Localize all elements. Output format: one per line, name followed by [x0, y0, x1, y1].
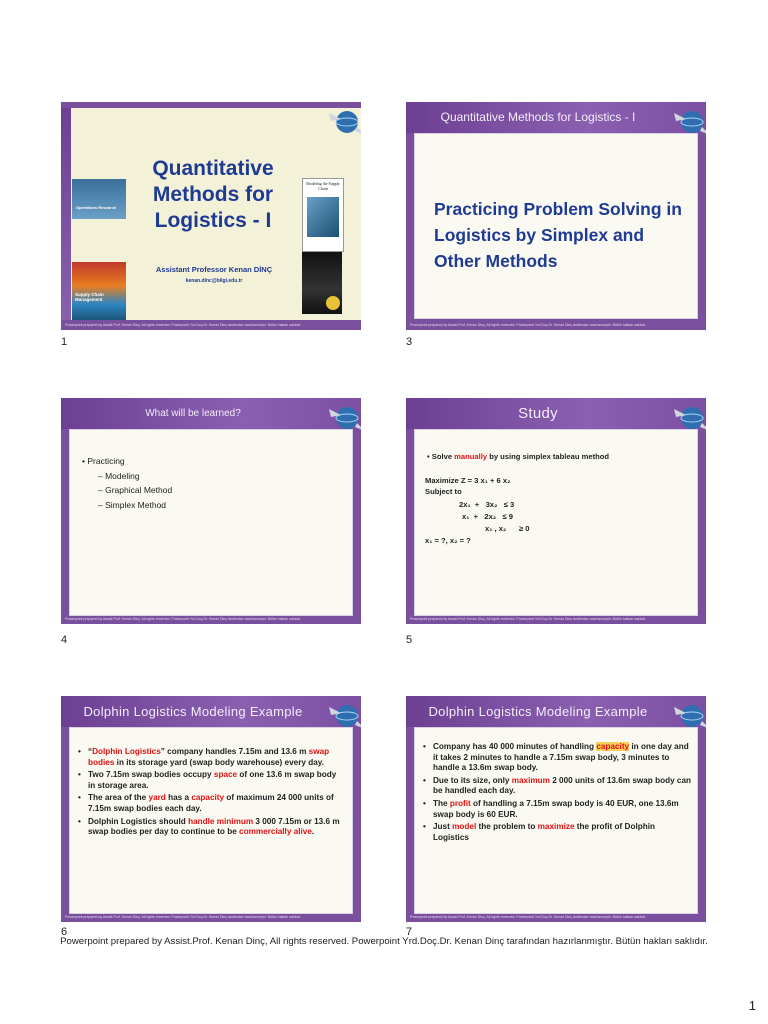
page-footer: Powerpoint prepared by Assist.Prof. Kenan Dinç, All rights reserved. Powerpoint Yrd.Doç.Dr. Kenan Dinç tarafından hazırlanmıştır. Bütün hakları saklıdır. — [60, 936, 708, 947]
slide-7-bullet: • Just model the problem to maximize the profit of Dolphin Logistics — [423, 822, 691, 843]
book-cover-supply-chain: Supply Chain Management — [72, 262, 126, 322]
slide-1-top-strip — [61, 102, 361, 108]
slide-3-header: Quantitative Methods for Logistics - I — [406, 102, 706, 133]
book-cover-badge — [326, 296, 340, 310]
slide-6-list — [78, 747, 342, 840]
slide-4-number: 4 — [61, 634, 68, 646]
book-cover-operations-research: Operations Research — [72, 179, 126, 219]
book-cover-art — [307, 197, 339, 237]
slide-5-bullet: • Solve manually by using simplex tableau method — [427, 452, 610, 461]
slide-4-panel — [69, 429, 353, 616]
slide-5-number: 5 — [406, 634, 413, 646]
slide-7-header: Dolphin Logistics Modeling Example — [406, 696, 706, 727]
page-number: 1 — [748, 998, 756, 1013]
slide-1-title: Quantitative Methods for Logistics - I — [152, 157, 274, 232]
book-cover-modeling-supply-chain: Modeling the Supply Chain — [302, 178, 344, 252]
slide-1-footer: Powerpoint prepared by Assist.Prof. Kenan Dinç, All rights reserved. Powerpoint Yrd.Doç.Dr. Kenan Dinç tarafından hazırlanmıştır. Bütün hakları saklıdır. — [65, 323, 302, 327]
slide-7-bullet: • Due to its size, only maximum 2 000 units of 13.6m swap body can be handled each day. — [423, 776, 691, 797]
slide-6-header: Dolphin Logistics Modeling Example — [61, 696, 361, 727]
slide-7-panel — [414, 727, 698, 914]
slide-3-heading: Practicing Problem Solving in Logistics by Simplex and Other Methods — [434, 199, 682, 271]
slide-4-header: What will be learned? — [61, 398, 361, 429]
slide-6-bullet: • Two 7.15m swap bodies occupy space of one 13.6 m swap body in storage area. — [78, 770, 342, 791]
slide-1-left-strip — [61, 102, 71, 330]
slide-5-constraint: x₁ , x₂ ≥ 0 — [485, 524, 530, 533]
slide-1-author: Assistant Professor Kenan DİNÇ — [155, 265, 273, 274]
slide-6-bullet: • Dolphin Logistics should handle minimum 3 000 7.15m or 13.6 m swap bodies per day to continue to be commercially alive. — [78, 817, 342, 838]
book-cover-dark — [302, 252, 342, 314]
slide-5-question: x₁ = ?, x₂ = ? — [425, 536, 471, 545]
slide-5-objective: Maximize Z = 3 x₁ + 6 x₂ — [425, 476, 511, 485]
slide-6-bullet: • The area of the yard has a capacity of maximum 24 000 units of 7.15m swap bodies each day. — [78, 793, 342, 814]
slide-5-header: Study — [406, 398, 706, 429]
slide-3-footer: Powerpoint prepared by Assist.Prof. Kenan Dinç, All rights reserved. Powerpoint Yrd.Doç.Dr. Kenan Dinç tarafından hazırlanmıştır. Bütün hakları saklıdır. — [410, 323, 647, 327]
slide-7 — [406, 696, 706, 922]
slide-4-list — [82, 454, 172, 512]
slide-5-footer: Powerpoint prepared by Assist.Prof. Kenan Dinç, All rights reserved. Powerpoint Yrd.Doç.Dr. Kenan Dinç tarafından hazırlanmıştır. Bütün hakları saklıdır. — [410, 617, 647, 621]
slide-7-footer: Powerpoint prepared by Assist.Prof. Kenan Dinç, All rights reserved. Powerpoint Yrd.Doç.Dr. Kenan Dinç tarafından hazırlanmıştır. Bütün hakları saklıdır. — [410, 915, 647, 919]
slide-6-panel — [69, 727, 353, 914]
slide-7-bullet: • The profit of handling a 7.15m swap body is 40 EUR, one 13.6m swap body is 60 EUR. — [423, 799, 691, 820]
slide-3-panel — [414, 133, 698, 319]
slide-6 — [61, 696, 361, 922]
globe-icon — [325, 105, 361, 139]
slide-4-item: • Practicing — [82, 456, 125, 466]
slide-7-number: 7 — [406, 926, 413, 938]
slide-4-subitem: – Simplex Method — [98, 499, 167, 510]
slide-4-footer: Powerpoint prepared by Assist.Prof. Kenan Dinç, All rights reserved. Powerpoint Yrd.Doç.Dr. Kenan Dinç tarafından hazırlanmıştır. Bütün hakları saklıdır. — [65, 617, 302, 621]
slide-3-number: 3 — [406, 336, 413, 348]
slide-5-constraint: 2x₁ + 3x₂ ≤ 3 — [459, 500, 515, 509]
slide-6-footer: Powerpoint prepared by Assist.Prof. Kenan Dinç, All rights reserved. Powerpoint Yrd.Doç.Dr. Kenan Dinç tarafından hazırlanmıştır. Bütün hakları saklıdır. — [65, 915, 302, 919]
slide-3 — [406, 102, 706, 330]
slide-5 — [406, 398, 706, 624]
slide-6-number: 6 — [61, 926, 68, 938]
slide-4-subitem: – Graphical Method — [98, 485, 173, 495]
slide-4-subitem: – Modeling — [98, 470, 140, 481]
slide-1-email: kenan.dinc@bilgi.edu.tr — [185, 278, 243, 284]
slide-5-panel — [414, 429, 698, 616]
slide-4 — [61, 398, 361, 624]
slide-1-number: 1 — [61, 336, 68, 348]
slide-5-constraint: x₁ + 2x₂ ≤ 9 — [462, 512, 513, 521]
slide-6-bullet: • “Dolphin Logistics” company handles 7.15m and 13.6 m swap bodies in its storage yard (swap body warehouse) every day. — [78, 747, 342, 768]
slide-5-subject-to: Subject to — [425, 487, 462, 496]
slide-7-bullet: • Company has 40 000 minutes of handling capacity in one day and it takes 2 minutes to handle a 7.15m swap body, 3 minutes to handle a 13.6m swap body. — [423, 742, 691, 774]
slide-7-list — [423, 742, 691, 845]
slide-1 — [61, 102, 361, 330]
